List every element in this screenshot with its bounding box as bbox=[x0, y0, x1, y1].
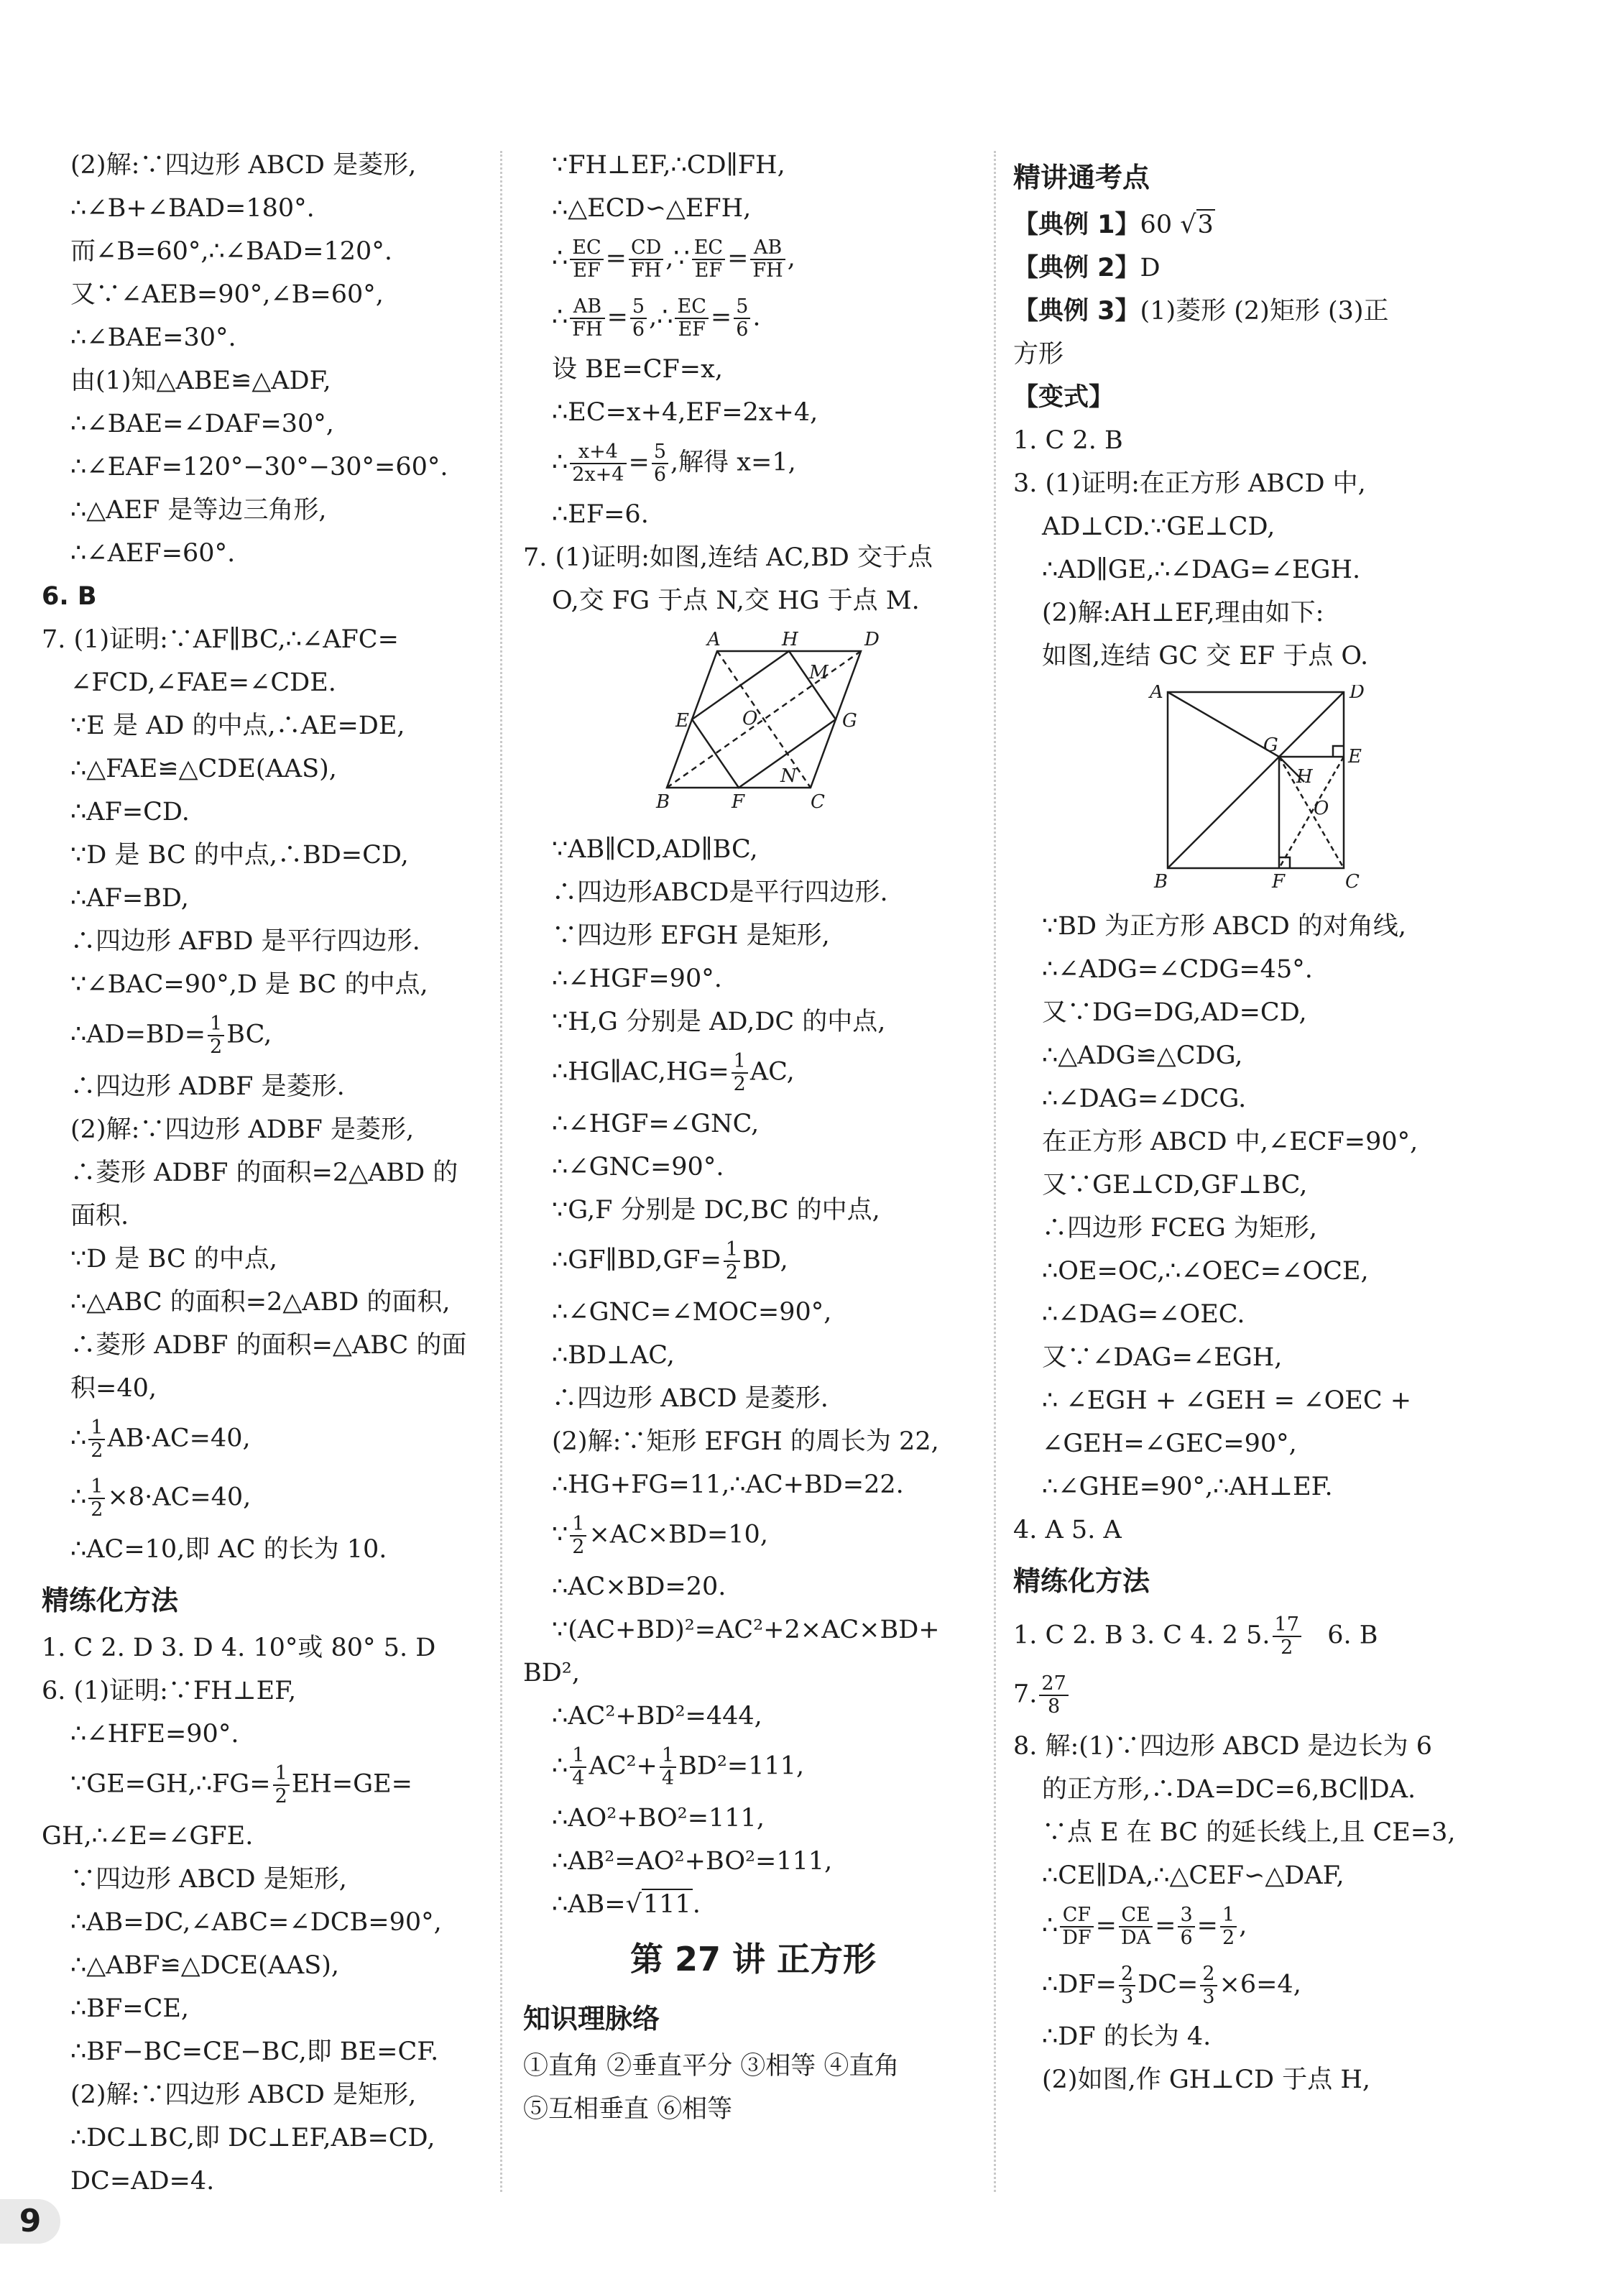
text-line: ∴△ADG≌△CDG, bbox=[1042, 1041, 1243, 1070]
text-line: ∴△ABF≌△DCE(AAS), bbox=[70, 1951, 340, 1980]
fig-label: H bbox=[782, 630, 798, 650]
text-line: ∴AD∥GE,∴∠DAG=∠EGH. bbox=[1042, 556, 1361, 584]
section-heading-practice: 精练化方法 bbox=[1013, 1565, 1150, 1597]
fraction: $\frac{2}{3}$ bbox=[1119, 1963, 1135, 2008]
fraction: $\frac{EC}{EF}$ bbox=[675, 296, 708, 341]
text-line-fraction bbox=[42, 1476, 487, 1521]
text-line: 又∵DG=DG,AD=CD, bbox=[1042, 998, 1307, 1027]
text-line: ∴BD⊥AC, bbox=[552, 1341, 675, 1370]
text-part: ∴ bbox=[70, 1483, 87, 1512]
text-line: ∴AC²+BD²=444, bbox=[552, 1702, 762, 1731]
text-line: (2)解:AH⊥EF,理由如下: bbox=[1042, 599, 1324, 627]
text-line: ∴菱形 ADBF 的面积=2△ABD 的 bbox=[70, 1158, 458, 1187]
text-line: (2)解:∵四边形 ADBF 是菱形, bbox=[70, 1115, 415, 1144]
text-line: ∴BF=CE, bbox=[70, 1994, 190, 2023]
text-line: 7. (1)证明:如图,连结 AC,BD 交于点 bbox=[523, 543, 933, 572]
text-line: ∴ ∠EGH + ∠GEH = ∠OEC + bbox=[1042, 1386, 1412, 1415]
fraction: $\frac{1}{2}$ bbox=[1220, 1904, 1237, 1949]
text-line: (2)解:∵四边形 ABCD 是矩形, bbox=[70, 2081, 417, 2109]
text-line: ∵点 E 在 BC 的延长线上,且 CE=3, bbox=[1042, 1818, 1456, 1847]
fraction: $\frac{3}{6}$ bbox=[1178, 1904, 1194, 1949]
text-line: ∴四边形ABCD是平行四边形. bbox=[552, 878, 888, 907]
text-line: ∵BD 为正方形 ABCD 的对角线, bbox=[1042, 912, 1407, 941]
text-line-fraction: ∴HG∥AC,HG= $\frac{1}{2}$ AC, bbox=[552, 1050, 795, 1095]
example-1: 【典例 1】60 √3 bbox=[1013, 211, 1214, 239]
text-line: ∴四边形 ADBF 是菱形. bbox=[70, 1072, 345, 1101]
text-line: ∴∠GNC=90°. bbox=[552, 1153, 724, 1181]
text-line: ∴∠BAE=30°. bbox=[70, 323, 236, 352]
text-line: ∴∠EAF=120°−30°−30°=60°. bbox=[70, 453, 448, 482]
text-line: ∴EC=x+4,EF=2x+4, bbox=[552, 398, 818, 427]
square-figure bbox=[1013, 685, 1473, 896]
text-line: ∴AF=CD. bbox=[70, 798, 190, 826]
text-line: 1. C 2. B bbox=[1013, 426, 1123, 455]
text-line: ∴四边形 AFBD 是平行四边形. bbox=[70, 927, 420, 956]
text-line: ∴∠B+∠BAD=180°. bbox=[70, 194, 315, 223]
column-divider-2 bbox=[994, 151, 996, 2192]
section-heading-knowledge: 知识理脉络 bbox=[523, 2003, 660, 2035]
text-line: 又∵∠DAG=∠EGH, bbox=[1042, 1343, 1283, 1372]
text-line: ∵四边形 ABCD 是矩形, bbox=[70, 1865, 347, 1894]
answers-row: 1. C 2. B 3. C 4. 2 5. $\frac{17}{2}$ 6. B bbox=[1013, 1613, 1378, 1659]
fraction: $\frac{EC}{EF}$ bbox=[692, 237, 725, 282]
text-line: ∴四边形 ABCD 是菱形. bbox=[552, 1384, 829, 1413]
fraction: $\frac{1}{2}$ bbox=[88, 1417, 105, 1462]
fig-label: A bbox=[707, 630, 721, 650]
fraction: $\frac{AB}{FH}$ bbox=[570, 296, 604, 341]
text-line: O,交 FG 于点 N,交 HG 于点 M. bbox=[552, 586, 920, 615]
fig-label: C bbox=[811, 791, 825, 813]
text-line: ∴DC⊥BC,即 DC⊥EF,AB=CD, bbox=[70, 2124, 435, 2152]
fig-label: O bbox=[742, 708, 758, 729]
section-heading-practice: 精练化方法 bbox=[42, 1585, 179, 1616]
fraction: $\frac{CE}{DA}$ bbox=[1119, 1904, 1153, 1949]
text-line: BD², bbox=[523, 1659, 580, 1687]
text-line: ∴AB²=AO²+BO²=111, bbox=[552, 1847, 833, 1876]
example-2: 【典例 2】D bbox=[1013, 254, 1161, 282]
fig-label: N bbox=[780, 765, 797, 787]
text-line-sqrt: ∴AB=√111. bbox=[552, 1890, 701, 1919]
text-line: ∵(AC+BD)²=AC²+2×AC×BD+ bbox=[552, 1616, 940, 1644]
text-part: EH=GE= bbox=[291, 1769, 412, 1799]
fraction: $\frac{AB}{FH}$ bbox=[750, 237, 785, 282]
text-line: 3. (1)证明:在正方形 ABCD 中, bbox=[1013, 469, 1366, 498]
fraction: $\frac{1}{2}$ bbox=[208, 1013, 224, 1058]
text-line: 的正方形,∴DA=DC=6,BC∥DA. bbox=[1042, 1775, 1416, 1804]
text-line: 8. 解:(1)∵四边形 ABCD 是边长为 6 bbox=[1013, 1732, 1433, 1761]
page-number-badge: 9 bbox=[0, 2199, 60, 2244]
fraction: $\frac{1}{2}$ bbox=[570, 1514, 586, 1558]
text-line: ∴∠GNC=∠MOC=90°, bbox=[552, 1298, 832, 1327]
lecture-title: 第 27 讲 正方形 bbox=[629, 1940, 877, 1979]
text-line: ∵E 是 AD 的中点,∴AE=DE, bbox=[70, 711, 405, 740]
text-line: 由(1)知△ABE≌△ADF, bbox=[70, 367, 331, 395]
knowledge-line: ①直角 ②垂直平分 ③相等 ④直角 bbox=[523, 2052, 900, 2081]
fig-label: C bbox=[1345, 871, 1360, 893]
text-line-fraction: ∴GF∥BD,GF= $\frac{1}{2}$ BD, bbox=[552, 1238, 788, 1284]
text-line: ∴AF=BD, bbox=[70, 884, 189, 913]
text-line-fraction: ∴ $\frac{x+4}{2x+4}$ = $\frac{5}{6}$ ,解得 x=1, bbox=[552, 441, 796, 486]
text-line: ∵H,G 分别是 AD,DC 的中点, bbox=[552, 1008, 886, 1036]
fig-label: M bbox=[809, 662, 829, 683]
fig-label: G bbox=[842, 710, 857, 732]
fraction: $\frac{1}{2}$ bbox=[724, 1239, 740, 1284]
fraction: $\frac{EC}{EF}$ bbox=[570, 237, 603, 282]
text-line: ∴BF−BC=CE−BC,即 BE=CF. bbox=[70, 2037, 439, 2066]
column-middle bbox=[523, 151, 983, 2138]
fig-label: G bbox=[1263, 734, 1278, 756]
text-line: 而∠B=60°,∴∠BAD=120°. bbox=[70, 237, 392, 266]
fraction: $\frac{CF}{DF}$ bbox=[1060, 1904, 1093, 1949]
text-line: ∴EF=6. bbox=[552, 500, 649, 529]
text-line: ∴∠DAG=∠DCG. bbox=[1042, 1084, 1247, 1113]
text-line: ∴四边形 FCEG 为矩形, bbox=[1042, 1214, 1317, 1243]
text-line-fraction bbox=[42, 1417, 487, 1462]
fraction: $\frac{1}{2}$ bbox=[88, 1476, 105, 1521]
fraction: $\frac{5}{6}$ bbox=[652, 441, 668, 486]
text-line-fraction: ∴ $\frac{EC}{EF}$ = $\frac{CD}{FH}$ ,∵ $\frac{EC}{EF}$ = $\frac{AB}{FH}$ , bbox=[552, 236, 795, 282]
text-part: AB·AC=40, bbox=[107, 1424, 251, 1453]
text-part: BC, bbox=[226, 1020, 272, 1049]
text-line: ∴∠BAE=∠DAF=30°, bbox=[70, 410, 334, 438]
column-right bbox=[1013, 151, 1473, 2109]
text-line: ∴△ECD∽△EFH, bbox=[552, 194, 752, 223]
fig-label: B bbox=[1154, 871, 1168, 893]
text-line-fraction bbox=[42, 1013, 487, 1058]
text-part: ∴AD=BD= bbox=[70, 1020, 206, 1049]
text-line: ∴HG+FG=11,∴AC+BD=22. bbox=[552, 1470, 904, 1499]
fraction: $\frac{1}{4}$ bbox=[660, 1745, 676, 1789]
text-line: ∴∠GHE=90°,∴AH⊥EF. bbox=[1042, 1473, 1333, 1501]
text-line: (2)解:∵矩形 EFGH 的周长为 22, bbox=[552, 1427, 939, 1456]
fig-label: F bbox=[732, 791, 745, 813]
text-line: ∴AB=DC,∠ABC=∠DCB=90°, bbox=[70, 1908, 442, 1937]
text-line: (2)解:∵四边形 ABCD 是菱形, bbox=[70, 151, 417, 180]
fraction: $\frac{1}{2}$ bbox=[732, 1051, 748, 1095]
text-line: ∴△FAE≌△CDE(AAS), bbox=[70, 755, 337, 783]
text-line: 设 BE=CF=x, bbox=[552, 355, 723, 384]
fraction: $\frac{27}{8}$ bbox=[1039, 1673, 1068, 1718]
text-line: ∴△AEF 是等边三角形, bbox=[70, 496, 327, 525]
text-line: ∠FCD,∠FAE=∠CDE. bbox=[70, 668, 336, 697]
fig-label: O bbox=[1314, 798, 1329, 819]
text-line: ∴∠ADG=∠CDG=45°. bbox=[1042, 955, 1313, 984]
text-line: ∴菱形 ADBF 的面积=△ABC 的面 bbox=[70, 1331, 467, 1360]
fraction: $\frac{1}{2}$ bbox=[273, 1763, 290, 1807]
example-3: 【典例 3】(1)菱形 (2)矩形 (3)正 bbox=[1013, 297, 1389, 326]
answer-7: 7. $\frac{27}{8}$ bbox=[1013, 1673, 1473, 1718]
text-line: 在正方形 ABCD 中,∠ECF=90°, bbox=[1042, 1128, 1418, 1156]
text-line-fraction: ∴ $\frac{AB}{FH}$ = $\frac{5}{6}$ ,∴ $\frac{EC}{EF}$ = $\frac{5}{6}$ . bbox=[552, 295, 761, 341]
answer-6: 6. B bbox=[42, 582, 97, 611]
text-part: ×8·AC=40, bbox=[107, 1483, 252, 1512]
text-line: ∵G,F 分别是 DC,BC 的中点, bbox=[552, 1196, 880, 1225]
text-line: ∴∠HGF=90°. bbox=[552, 964, 722, 993]
fraction: $\frac{CD}{FH}$ bbox=[629, 237, 663, 282]
text-line: ∵D 是 BC 的中点, bbox=[70, 1245, 277, 1273]
fraction: $\frac{5}{6}$ bbox=[734, 296, 750, 341]
variant-tag: 【变式】 bbox=[1013, 383, 1115, 412]
fig-label: D bbox=[864, 630, 880, 650]
text-part: ∴ bbox=[70, 1424, 87, 1453]
fig-label: D bbox=[1350, 685, 1365, 703]
answers-row: 4. A 5. A bbox=[1013, 1516, 1122, 1544]
text-line: ∵四边形 EFGH 是矩形, bbox=[552, 921, 830, 950]
text-line: (2)如图,作 GH⊥CD 于点 H, bbox=[1042, 2065, 1370, 2094]
text-line: ∴∠AEF=60°. bbox=[70, 539, 236, 568]
text-line-fraction: ∴DF= $\frac{2}{3}$ DC= $\frac{2}{3}$ ×6=4, bbox=[1042, 1963, 1301, 2008]
text-line: 积=40, bbox=[70, 1374, 157, 1403]
text-line: ∴△ABC 的面积=2△ABD 的面积, bbox=[70, 1288, 451, 1317]
parallelogram-diagram bbox=[523, 630, 983, 816]
text-line: 又∵GE⊥CD,GF⊥BC, bbox=[1042, 1171, 1308, 1199]
text-line: ∵∠BAC=90°,D 是 BC 的中点, bbox=[70, 970, 428, 999]
column-left bbox=[42, 151, 487, 2210]
text-line: ∵AB∥CD,AD∥BC, bbox=[552, 835, 758, 864]
knowledge-line: ⑤互相垂直 ⑥相等 bbox=[523, 2095, 733, 2124]
fig-label: A bbox=[1150, 685, 1163, 703]
text-line-fraction: ∴ $\frac{1}{4}$ AC²+ $\frac{1}{4}$ BD²=111, bbox=[552, 1744, 805, 1789]
text-line-fraction bbox=[42, 1763, 487, 1807]
text-line: ∴∠HGF=∠GNC, bbox=[552, 1110, 760, 1138]
fraction: $\frac{5}{6}$ bbox=[630, 296, 647, 341]
text-line: AD⊥CD.∵GE⊥CD, bbox=[1042, 512, 1275, 541]
text-line: GH,∴∠E=∠GFE. bbox=[42, 1822, 254, 1851]
answers-row: 1. C 2. D 3. D 4. 10°或 80° 5. D bbox=[42, 1634, 436, 1662]
text-line: ∴AC=10,即 AC 的长为 10. bbox=[70, 1535, 387, 1564]
text-line: 方形 bbox=[1013, 340, 1064, 369]
text-line: ∴OE=OC,∴∠OEC=∠OCE, bbox=[1042, 1257, 1369, 1286]
parallelogram-figure bbox=[523, 630, 983, 819]
section-heading-examples: 精讲通考点 bbox=[1013, 162, 1150, 193]
column-divider-1 bbox=[500, 151, 502, 2192]
text-line: 如图,连结 GC 交 EF 于点 O. bbox=[1042, 642, 1369, 671]
text-line: ∴AO²+BO²=111, bbox=[552, 1804, 765, 1833]
text-line: 面积. bbox=[70, 1202, 129, 1230]
fraction: $\frac{2}{3}$ bbox=[1200, 1963, 1217, 2008]
text-line-fraction: ∵ $\frac{1}{2}$ ×AC×BD=10, bbox=[552, 1513, 768, 1558]
fig-label: F bbox=[1272, 871, 1286, 893]
text-part: ∵GE=GH,∴FG= bbox=[70, 1769, 271, 1799]
fig-label: B bbox=[656, 791, 670, 813]
fraction: $\frac{17}{2}$ bbox=[1273, 1614, 1301, 1659]
text-line: 又∵∠AEB=90°,∠B=60°, bbox=[70, 280, 384, 309]
text-line: ∴∠DAG=∠OEC. bbox=[1042, 1300, 1245, 1329]
text-line: ∴AC×BD=20. bbox=[552, 1572, 726, 1601]
text-line: ∵D 是 BC 的中点,∴BD=CD, bbox=[70, 841, 409, 870]
text-line: ∴DF 的长为 4. bbox=[1042, 2022, 1212, 2051]
text-line: ∴∠HFE=90°. bbox=[70, 1720, 239, 1749]
fraction: $\frac{1}{4}$ bbox=[570, 1745, 586, 1789]
fig-label: H bbox=[1296, 766, 1313, 788]
fraction: $\frac{x+4}{2x+4}$ bbox=[570, 441, 626, 486]
text-line: 7. (1)证明:∵AF∥BC,∴∠AFC= bbox=[42, 625, 399, 654]
text-line-fraction: ∴ $\frac{CF}{DF}$ = $\frac{CE}{DA}$ = $\frac{3}{6}$ = $\frac{1}{2}$ , bbox=[1042, 1904, 1247, 1949]
square-diagram bbox=[1013, 685, 1473, 893]
text-line: ∠GEH=∠GEC=90°, bbox=[1042, 1429, 1297, 1458]
text-line: ∵FH⊥EF,∴CD∥FH, bbox=[552, 151, 785, 180]
fig-label: E bbox=[1348, 746, 1362, 768]
text-line: ∴CE∥DA,∴△CEF∽△DAF, bbox=[1042, 1861, 1344, 1890]
text-line: DC=AD=4. bbox=[70, 2167, 215, 2196]
text-line: 6. (1)证明:∵FH⊥EF, bbox=[42, 1677, 297, 1705]
fig-label: E bbox=[675, 710, 689, 732]
